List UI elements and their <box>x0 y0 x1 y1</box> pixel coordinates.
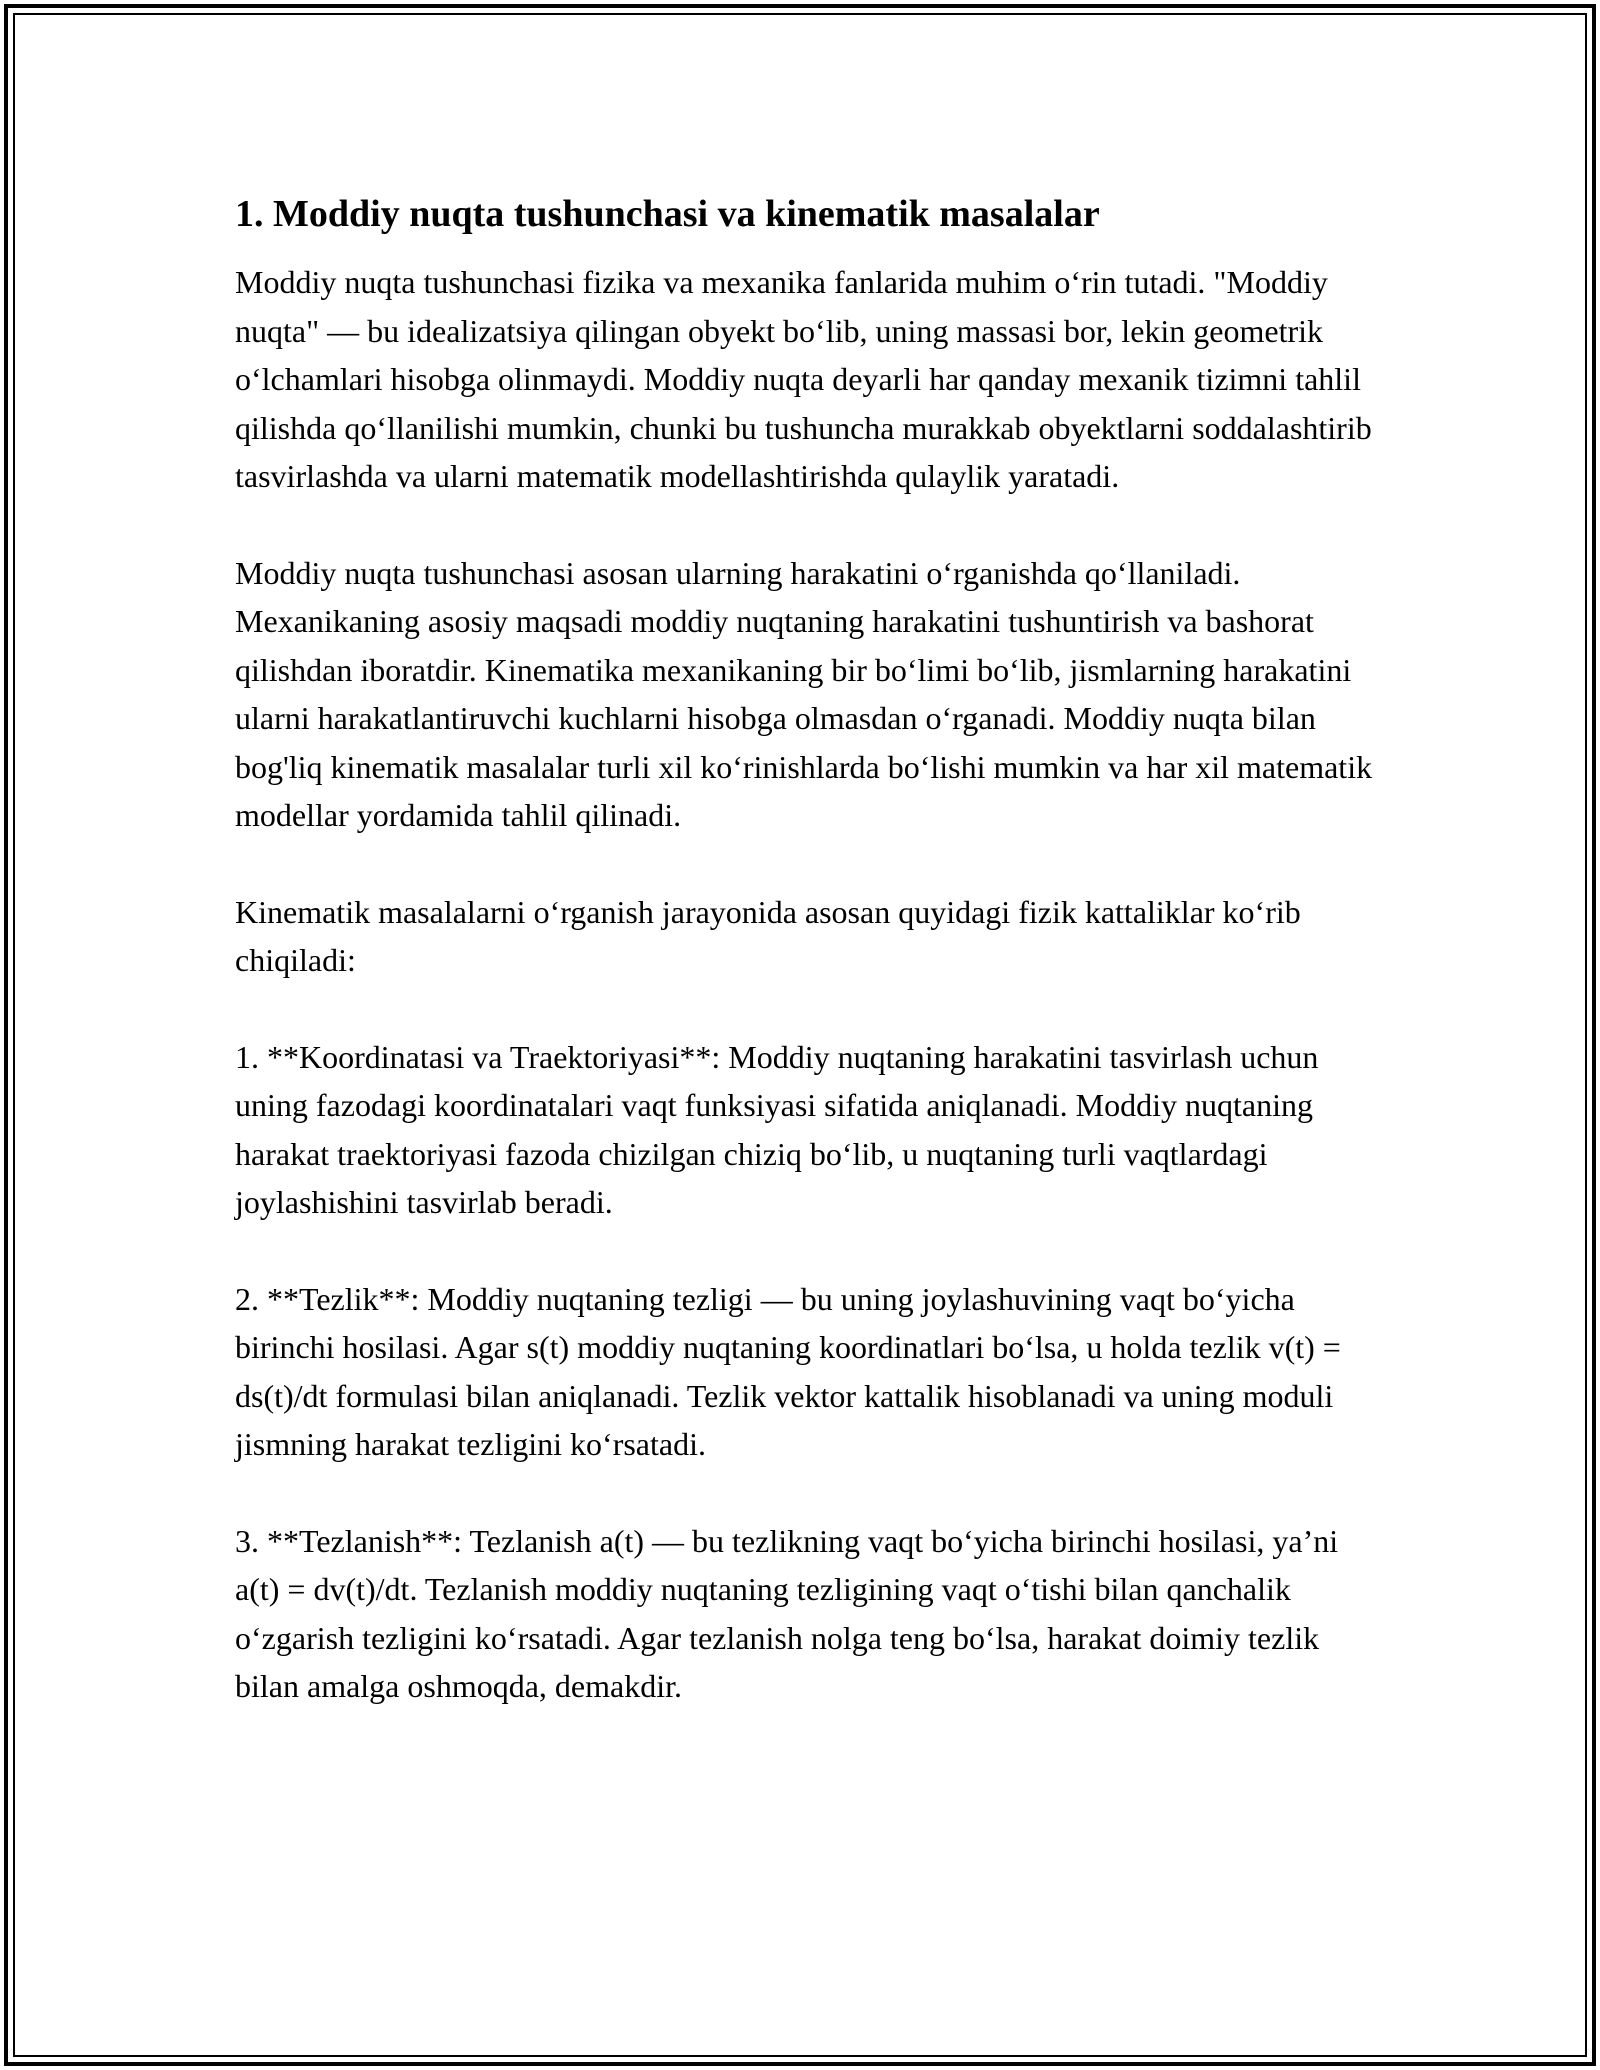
list-item-velocity: 2. **Tezlik**: Moddiy nuqtaning tezligi — bu uning joylashuvining vaqt bo‘yicha birinchi hosilasi. Agar s(t) moddiy nuqtaning koordinatlari bo‘lsa, u holda tezlik v(t) = ds(t)/dt formulasi bilan aniqlanadi. Tezlik vektor kattalik hisoblanadi va uning moduli jismning harakat tezligini ko‘rsatadi. <box>235 1280 1341 1462</box>
document-body <box>235 188 1375 1759</box>
section-heading: 1. Moddiy nuqta tushunchasi va kinematik masalalar <box>235 193 1100 235</box>
list-item-coordinates: 1. **Koordinatasi va Traektoriyasi**: Moddiy nuqtaning harakatini tasvirlash uchun uning fazodagi koordinatalari vaqt funksiyasi sifatida aniqlanadi. Moddiy nuqtaning harakat traektoriyasi fazoda chizilgan chiziq bo‘lib, u nuqtaning turli vaqtlardagi joylashishini tasvirlab beradi. <box>235 1038 1319 1220</box>
paragraph-intro: Moddiy nuqta tushunchasi fizika va mexanika fanlarida muhim o‘rin tutadi. "Moddiy nuqta" — bu idealizatsiya qilingan obyekt bo‘lib, uning massasi bor, lekin geometrik o‘lchamlari hisobga olinmaydi. Moddiy nuqta deyarli har qanday mexanik tizimni tahlil qilishda qo‘llanilishi mumkin, chunki bu tushuncha murakkab obyektlarni soddalashtirib tasvirlashda va ularni matematik modellashtirishda qulaylik yaratadi. <box>235 264 1372 494</box>
list-item-acceleration: 3. **Tezlanish**: Tezlanish a(t) — bu tezlikning vaqt bo‘yicha birinchi hosilasi, ya’ni a(t) = dv(t)/dt. Tezlanish moddiy nuqtaning tezligining vaqt o‘tishi bilan qanchalik o‘zgarish tezligini ko‘rsatadi. Agar tezlanish nolga teng bo‘lsa, harakat doimiy tezlik bilan amalga oshmoqda, demakdir. <box>235 1522 1339 1704</box>
paragraph-kinematics: Moddiy nuqta tushunchasi asosan ularning harakatini o‘rganishda qo‘llaniladi. Mexanikaning asosiy maqsadi moddiy nuqtaning harakatini tushuntirish va bashorat qilishdan iboratdir. Kinematika mexanikaning bir bo‘limi bo‘lib, jismlarning harakatini ularni harakatlantiruvchi kuchlarni hisobga olmasdan o‘rganadi. Moddiy nuqta bilan bog'liq kinematik masalalar turli xil ko‘rinishlarda bo‘lishi mumkin va har xil matematik modellar yordamida tahlil qilinadi. <box>235 554 1373 833</box>
paragraph-quantities-intro: Kinematik masalalarni o‘rganish jarayonida asosan quyidagi fizik kattaliklar ko‘rib chiqiladi: <box>235 893 1301 978</box>
